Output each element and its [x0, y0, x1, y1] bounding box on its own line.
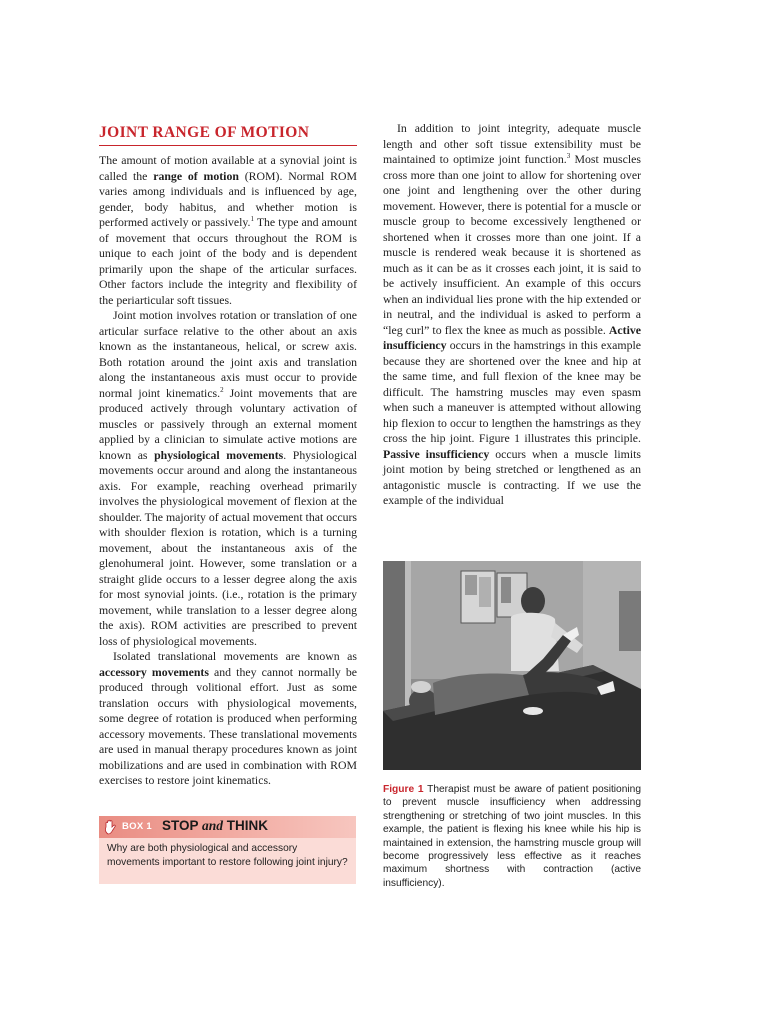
right-column: [383, 121, 641, 509]
text: The type and amount of movement that occurs throughout the ROM is unique to each joint of the body and is dependent primarily upon the shape of the articular surfaces. Other factors include the integrity and flexibility of the periarticular soft tissues.: [99, 215, 358, 307]
paragraph-joint-motion: [99, 308, 357, 649]
text: The amount of motion available at a synovial joint is called the: [99, 153, 357, 183]
left-column: [99, 124, 357, 789]
box-title-and: and: [202, 818, 224, 833]
box-title-stop: STOP: [162, 818, 203, 833]
text: (ROM). Normal ROM varies among individuals and is influenced by age, gender, body habitus, and whether motion is performed actively or passively.: [99, 168, 357, 229]
stop-and-think-box: [99, 816, 356, 884]
paragraph-rom-definition: [99, 153, 357, 308]
figure-caption: [383, 783, 641, 890]
text: Isolated translational movements are known as: [113, 649, 357, 663]
therapy-scene-illustration: [383, 561, 641, 770]
box-title: [162, 818, 268, 834]
text: and they cannot normally be produced through volitional effort. Just as some translation occurs with physiological movements, some degree of rotation is produced when performing accessory movements. These translational movements are used in manual therapy procedures known as joint mobilizations and are used in combination with ROM exercises to restore joint kinematics.: [99, 664, 357, 787]
figure-caption-text: Therapist must be aware of patient positioning to prevent muscle insufficiency when addressing strengthening or stretching of two joint muscles. In this example, the patient is flexing his knee while his hip is maintained in extension, the hamstring muscle group will become progressively less effective as it reaches maximum shortness with contraction (active insufficiency).: [383, 784, 641, 889]
box-title-think: THINK: [223, 818, 269, 833]
paragraph-muscle-insufficiency: [383, 121, 641, 509]
bold-term-passive-insufficiency: Passive insufficiency: [383, 446, 490, 461]
paragraph-accessory-movements: [99, 649, 357, 789]
box-header: [99, 816, 356, 838]
bold-term-physiological-movements: physiological movements: [154, 447, 284, 462]
bold-term-accessory-movements: accessory movements: [99, 664, 209, 679]
citation: 2: [220, 385, 224, 394]
text: occurs in the hamstrings in this example because they are shortened over the knee and hip at the same time, and full flexion of the knee may be difficult. The hamstring muscles may even spasm when such a maneuver is attempted without allowing hip flexion to occur to lengthen the hamstrings as they cross the hip joint. Figure 1 illustrates this principle.: [383, 338, 641, 445]
text: Joint movements that are produced actively through voluntary activation of muscles or passively through an external moment applied by a clinician to simulate active motions are known as: [99, 385, 357, 462]
citation: 1: [250, 215, 254, 224]
section-title: JOINT RANGE OF MOTION: [99, 124, 357, 146]
text: Most muscles cross more than one joint to allow for shortening over one joint and lengthening over the other during movement. However, there is potential for a muscle or muscle group to become excessively lengthened or shortened when it crosses more than one joint. If a muscle is rendered weak because it is shortened as much as it can be as it crosses each joint, it is said to be actively insufficient. An example of this occurs when an individual lies prone with the hip extended or in neutral, and the individual is asked to perform a “leg curl” to flex the knee as much as possible.: [383, 152, 641, 337]
box-label: BOX 1: [122, 821, 153, 832]
text: occurs when a muscle limits joint motion by being stretched or lengthened as an antagonistic muscle is contracting. If we use the example of the individual: [383, 446, 641, 507]
figure-label: Figure 1: [383, 784, 424, 795]
text: . Physiological movements occur around and along the instantaneous axis. For example, reaching overhead primarily involves the physiological movement of flexion at the shoulder. The majority of actual movement that occurs with shoulder flexion is rotation, which is a turning movement, about the instantaneous axis of the glenohumeral joint. However, some translation or a straight glide occurs to a lesser degree along the axis for most synovial joints. (i.e., rotation is the primary movement, while translation to a lesser degree along the axis). ROM activities are prescribed to prevent loss of physiological movements.: [99, 447, 358, 648]
text: In addition to joint integrity, adequate muscle length and other soft tissue extensibility must be maintained to optimize joint function.: [383, 121, 641, 166]
hand-stop-icon: [103, 819, 119, 835]
text: Joint motion involves rotation or translation of one articular surface relative to the other about an axis known as the instantaneous, helical, or screw axis. Both rotation around the joint axis and translation along the instantaneous axis must occur to provide normal joint kinematics.: [99, 308, 357, 400]
bold-term-range-of-motion: range of motion: [153, 168, 239, 183]
citation: 3: [566, 152, 571, 161]
bold-term-active-insufficiency: Active insufficiency: [383, 322, 641, 352]
box-question: Why are both physiological and accessory movements important to restore following joint injury?: [107, 843, 348, 868]
figure-1-photo: [383, 561, 641, 770]
